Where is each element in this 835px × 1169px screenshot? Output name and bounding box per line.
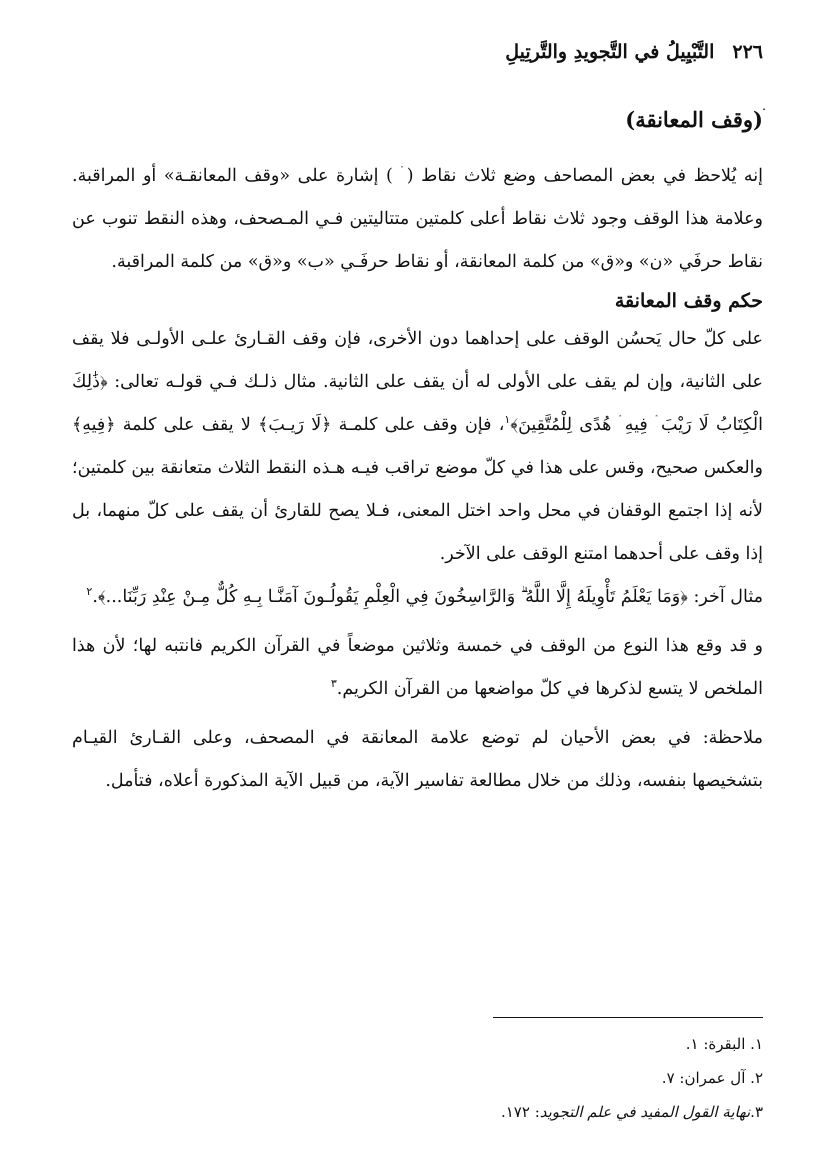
- page-number: ٢٢٦: [732, 41, 763, 63]
- example-intro: مثال آخر:: [687, 587, 763, 607]
- example-paragraph: [72, 576, 763, 619]
- section-heading: [72, 100, 763, 135]
- footnote-text: البقرة: ١.: [685, 1035, 746, 1053]
- note-paragraph: ملاحظة: في بعض الأحيان لم توضع علامة المعانقة في المصحف، وعلى القـارئ القيـام بتشخيصها بنفسه، وذلك من خلال مطالعة تفاسير الآية، من قبيل الآية المذكورة أعلاه، فتأمل.: [72, 728, 763, 791]
- footnote-1: [72, 1027, 763, 1061]
- footnote-ref-2: ٢: [86, 585, 93, 599]
- quran-verse-baqarah: ﴿ذَٰلِكَ الْكِتَابُ لَا رَيْبَ ۛ فِيهِ ۛ هُدًى لِلْمُتَّقِينَ﴾: [72, 372, 763, 435]
- rule-text-3: لا يقف على كلمة: [115, 415, 259, 435]
- rule-text-2: ، فإن وقف على كلمـة: [331, 415, 505, 435]
- intro-paragraph: إنه يُلاحظ في بعض المصاحف وضع ثلاث نقاط ( ۛ ) إشارة على «وقف المعانقـة» أو المراقبة. وعلامة هذا الوقف وجود ثلاث نقاط أعلى كلمتين متتاليتين فـي المـصحف، وهذه النقط تنوب عن نقاط حرفَي «ن» و«ق» من كلمة المعانقة، أو نقاط حرفَـي «ب» و«ق» من كلمة المراقبة.: [72, 166, 763, 272]
- subheading: حكم وقف المعانقة: [614, 290, 763, 312]
- count-text: و قد وقع هذا النوع من الوقف في خمسة وثلاثين موضعاً في القرآن الكريم فانتبه لها؛ لأن هذا الملخص لا يتسع لذكرها في كلّ مواضعها من القرآن الكريم.: [72, 636, 763, 699]
- footnote-text: آل عمران: ٧.: [661, 1069, 746, 1087]
- rule-text-1: على كلّ حال يَحسُن الوقف على إحداهما دون الأخرى، فإن وقف القـارئ علـى الأولـى فلا يقف على الثانية، وإن لم يقف على الأولى له أن يقف على الثانية. مثال ذلـك فـي قولـه تعالى:: [72, 329, 763, 392]
- quran-word-la-rayba: ﴿لَا رَيـبَ﴾: [258, 415, 332, 435]
- footnote-divider: [493, 1017, 763, 1018]
- footnotes: [72, 1027, 763, 1129]
- footnote-ref-1: ١: [504, 413, 511, 427]
- footnote-ref-3: ٣: [330, 677, 337, 691]
- page-header: [72, 36, 763, 68]
- footnote-text: : ١٧٢.: [500, 1103, 540, 1121]
- footnote-label: ٣.: [750, 1103, 763, 1121]
- quran-word-fihi: ﴿فِيهِ﴾: [72, 415, 116, 435]
- footnote-book-title: نهاية القول المفيد في علم التجويد: [539, 1103, 751, 1121]
- quran-verse-al-imran: ﴿وَمَا يَعْلَمُ تَأْوِيلَهُ إِلَّا اللَّهُ ۗ وَالرَّاسِخُونَ فِي الْعِلْمِ يَقُولُـونَ آمَنَّـا بِـهِ كُلٌّ مِـنْ عِنْدِ رَبِّنَا...﴾: [97, 587, 688, 607]
- example-end: .: [92, 587, 98, 607]
- footnote-2: [72, 1061, 763, 1095]
- book-title: التَّبْيِيلُ في التَّجويدِ والتَّرتِيلِ: [505, 41, 715, 63]
- section-title: (وقف المعانقة): [625, 107, 763, 132]
- footnote-3: [72, 1095, 763, 1129]
- footnote-label: ١.: [750, 1035, 763, 1053]
- page-body: [72, 100, 763, 803]
- count-paragraph: [72, 625, 763, 711]
- rule-paragraph: [72, 318, 763, 576]
- footnote-label: ٢.: [750, 1069, 763, 1087]
- rule-text-4: والعكس صحيح، وقس على هذا في كلّ موضع تراقب فيـه هـذه النقط الثلاث متعانقة بين كلمتين؛ لأنه إذا اجتمع الوقفان في محل واحد اختل المعنى، فـلا يصح للقارئ أن يقف على كلّ منهما، بل إذا وقف على أحدهما امتنع الوقف على الآخر.: [72, 458, 763, 564]
